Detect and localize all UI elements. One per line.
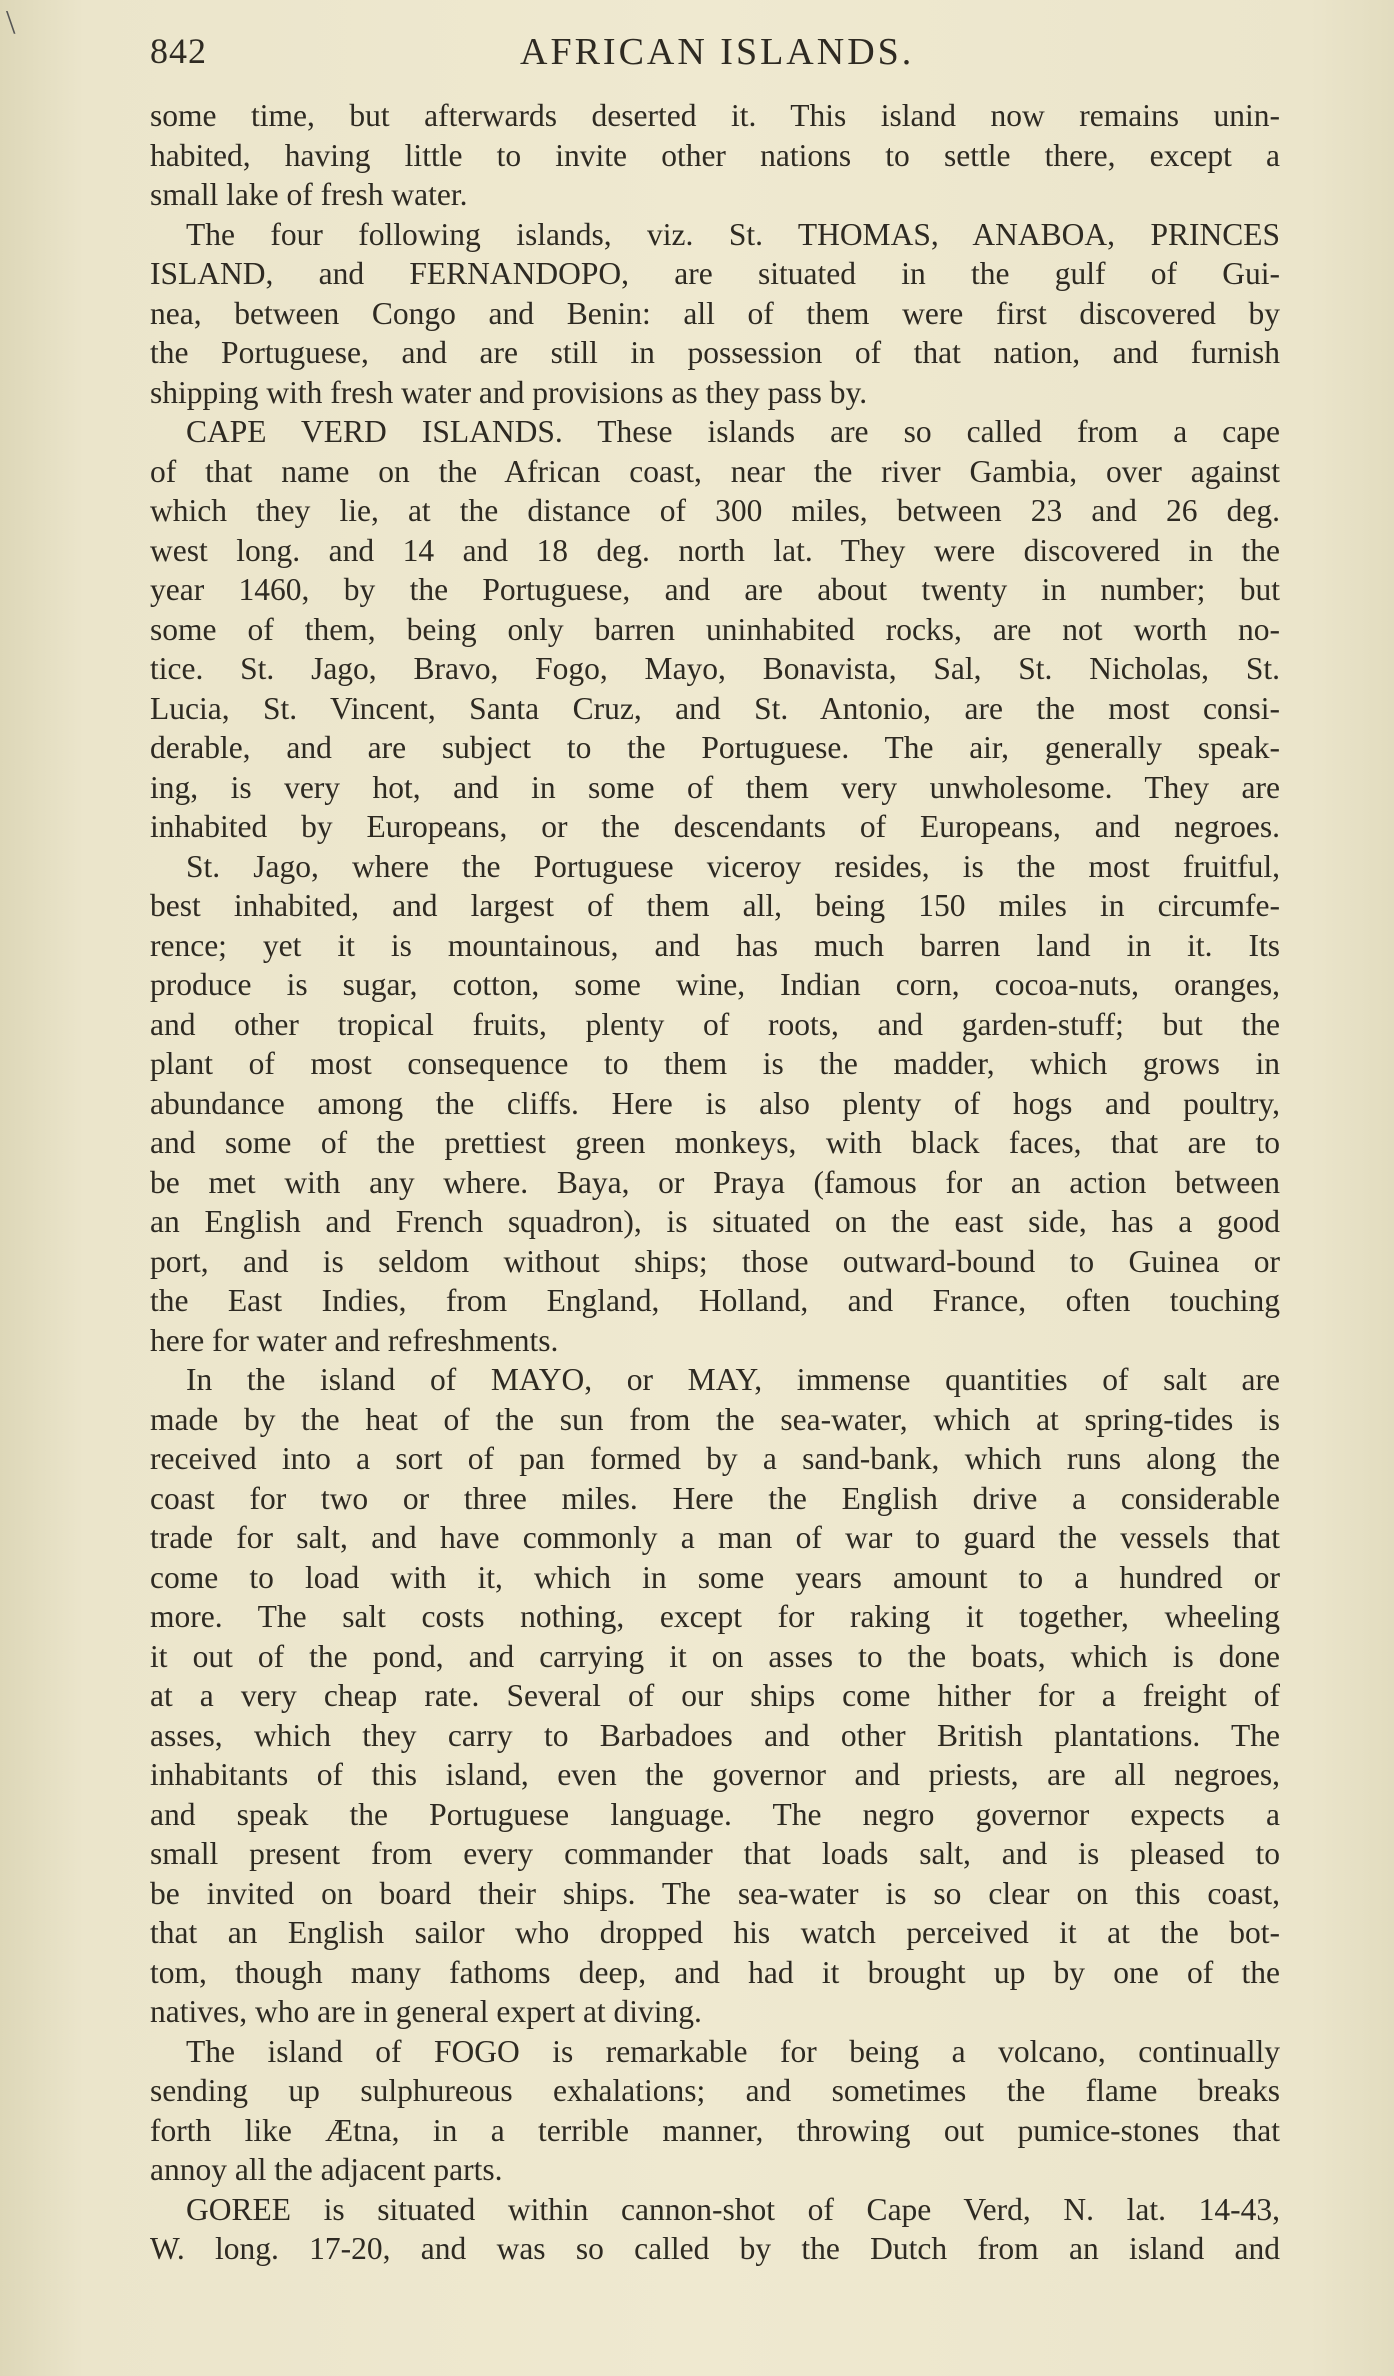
text-line: inhabited by Europeans, or the descendants of Europeans, and negroes. xyxy=(150,809,1280,844)
text-line: here for water and refreshments. xyxy=(150,1322,559,1358)
text-line: natives, who are in general expert at diving. xyxy=(150,1994,702,2029)
text-line: coast for two or three miles. Here the English drive a considerable xyxy=(150,1480,1280,1516)
text-line: made by the heat of the sun from the sea-water, which at spring-tides is xyxy=(150,1401,1280,1437)
text-line: be met with any where. Baya, or Praya (famous for an action between xyxy=(150,1164,1280,1200)
text-line: ISLAND, and FERNANDOPO, are situated in the gulf of Gui- xyxy=(150,256,1280,291)
text-line: be invited on board their ships. The sea-water is so clear on this coast, xyxy=(150,1875,1280,1911)
text-line: shipping with fresh water and provisions as they pass by. xyxy=(150,374,868,410)
text-line: abundance among the cliffs. Here is also plenty of hogs and poultry, xyxy=(150,1085,1280,1121)
text-line: The four following islands, viz. St. THOMAS, ANABOA, PRINCES xyxy=(186,216,1280,252)
text-line: small present from every commander that loads salt, and is pleased to xyxy=(150,1836,1280,1871)
text-line: of that name on the African coast, near the river Gambia, over against xyxy=(150,453,1280,489)
running-head: AFRICAN ISLANDS. xyxy=(520,31,915,73)
text-line: habited, having little to invite other nations to settle there, except a xyxy=(150,137,1280,173)
text-line: tom, though many fathoms deep, and had it brought up by one of the xyxy=(150,1954,1280,1990)
text-line: plant of most consequence to them is the madder, which grows in xyxy=(150,1046,1280,1081)
text-line: received into a sort of pan formed by a sand-bank, which runs along the xyxy=(150,1441,1280,1476)
text-line: and speak the Portuguese language. The negro governor expects a xyxy=(150,1796,1280,1832)
text-line: some time, but afterwards deserted it. This island now remains unin- xyxy=(150,98,1280,133)
text-line: produce is sugar, cotton, some wine, Indian corn, cocoa-nuts, oranges, xyxy=(150,967,1280,1002)
text-line: rence; yet it is mountainous, and has much barren land in it. Its xyxy=(150,927,1280,963)
text-line: forth like Ætna, in a terrible manner, throwing out pumice-stones that xyxy=(150,2112,1280,2148)
corner-tick-mark: \ xyxy=(6,4,16,41)
text-line: CAPE VERD ISLANDS. These islands are so called from a cape xyxy=(186,414,1280,449)
text-line: inhabitants of this island, even the governor and priests, are all negroes, xyxy=(150,1757,1280,1792)
text-line: In the island of MAYO, or MAY, immense quantities of salt are xyxy=(186,1362,1280,1397)
text-line: an English and French squadron), is situated on the east side, has a good xyxy=(150,1204,1280,1239)
text-line: nea, between Congo and Benin: all of them were first discovered by xyxy=(150,295,1280,331)
text-line: annoy all the adjacent parts. xyxy=(150,2152,503,2187)
text-line: come to load with it, which in some years amount to a hundred or xyxy=(150,1559,1280,1595)
page-number: 842 xyxy=(150,31,207,71)
text-line: W. long. 17-20, and was so called by the Dutch from an island and xyxy=(150,2231,1280,2266)
text-line: GOREE is situated within cannon-shot of Cape Verd, N. lat. 14-43, xyxy=(186,2191,1280,2227)
text-line: derable, and are subject to the Portuguese. The air, generally speak- xyxy=(150,730,1280,765)
body-text xyxy=(150,96,1280,2269)
text-line: west long. and 14 and 18 deg. north lat. They were discovered in the xyxy=(150,532,1280,568)
text-line: trade for salt, and have commonly a man of war to guard the vessels that xyxy=(150,1520,1280,1555)
text-line: more. The salt costs nothing, except for raking it together, wheeling xyxy=(150,1599,1280,1634)
text-line: some of them, being only barren uninhabited rocks, are not worth no- xyxy=(150,611,1280,647)
text-line: asses, which they carry to Barbadoes and other British plantations. The xyxy=(150,1717,1280,1753)
text-line: and some of the prettiest green monkeys, with black faces, that are to xyxy=(150,1125,1280,1160)
text-line: year 1460, by the Portuguese, and are about twenty in number; but xyxy=(150,572,1280,607)
text-line: best inhabited, and largest of them all, being 150 miles in circumfe- xyxy=(150,888,1280,923)
text-line: small lake of fresh water. xyxy=(150,177,468,212)
text-line: at a very cheap rate. Several of our ships come hither for a freight of xyxy=(150,1678,1280,1713)
text-line: tice. St. Jago, Bravo, Fogo, Mayo, Bonavista, Sal, St. Nicholas, St. xyxy=(150,651,1280,686)
text-line: port, and is seldom without ships; those outward-bound to Guinea or xyxy=(150,1243,1280,1279)
text-line: ing, is very hot, and in some of them very unwholesome. They are xyxy=(150,769,1280,805)
text-line: and other tropical fruits, plenty of roots, and garden-stuff; but the xyxy=(150,1006,1280,1042)
text-line: Lucia, St. Vincent, Santa Cruz, and St. Antonio, are the most consi- xyxy=(150,690,1280,726)
text-line: The island of FOGO is remarkable for being a volcano, continually xyxy=(186,2033,1280,2069)
text-line: the East Indies, from England, Holland, and France, often touching xyxy=(150,1283,1280,1318)
page-header xyxy=(150,26,1280,86)
text-line: which they lie, at the distance of 300 miles, between 23 and 26 deg. xyxy=(150,493,1280,528)
text-line: that an English sailor who dropped his watch perceived it at the bot- xyxy=(150,1915,1280,1950)
text-line: sending up sulphureous exhalations; and sometimes the flame breaks xyxy=(150,2073,1280,2108)
text-line: the Portuguese, and are still in possession of that nation, and furnish xyxy=(150,335,1280,370)
text-line: it out of the pond, and carrying it on asses to the boats, which is done xyxy=(150,1638,1280,1674)
text-line: St. Jago, where the Portuguese viceroy resides, is the most fruitful, xyxy=(186,848,1280,884)
